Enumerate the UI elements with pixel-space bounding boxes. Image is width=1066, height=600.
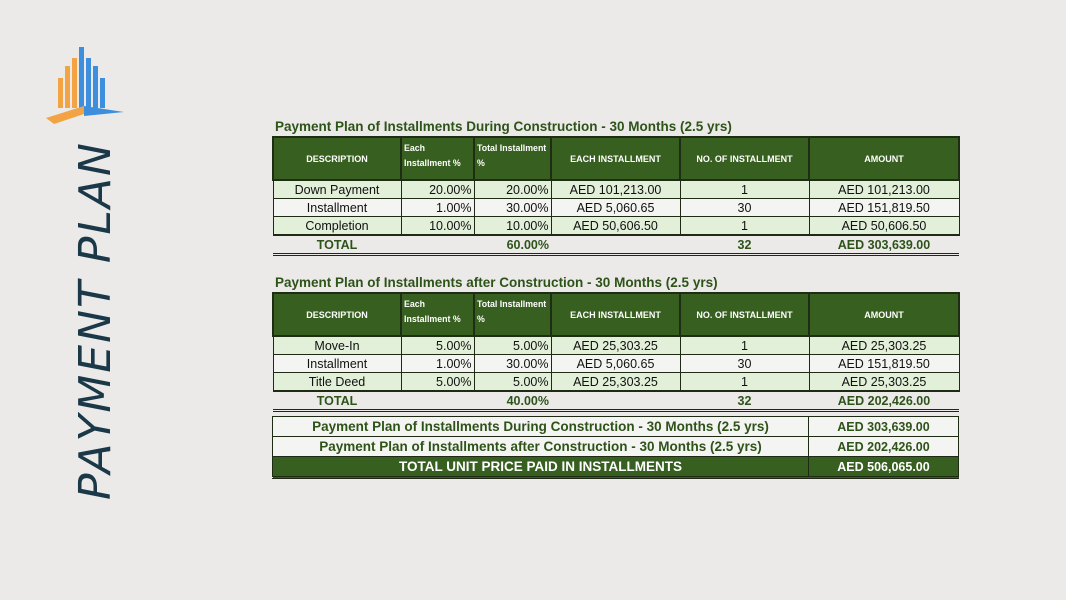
col-amount: AMOUNT [809, 137, 959, 180]
row-each-pct: 1.00% [401, 199, 474, 217]
construction-plan-table [272, 136, 960, 256]
summary-amount: AED 303,639.00 [809, 417, 959, 437]
summary-row [273, 417, 959, 437]
col-each-installment: EACH INSTALLMENT [551, 293, 680, 336]
total-num-installment: 32 [680, 235, 809, 255]
row-total-pct: 5.00% [474, 336, 551, 355]
total-row [273, 235, 959, 255]
row-description: Installment [273, 199, 401, 217]
row-total-pct: 30.00% [474, 355, 551, 373]
total-label: TOTAL [273, 391, 401, 411]
row-total-pct: 5.00% [474, 373, 551, 392]
company-logo [44, 44, 126, 130]
row-num-installment: 30 [680, 355, 809, 373]
table-row [273, 199, 959, 217]
row-amount: AED 151,819.50 [809, 199, 959, 217]
row-each-pct: 5.00% [401, 336, 474, 355]
logo-bar [72, 58, 77, 108]
grand-total-row [273, 457, 959, 478]
col-total-pct: Total Installment % [474, 293, 551, 336]
summary-label: Payment Plan of Installments During Construction - 30 Months (2.5 yrs) [273, 417, 809, 437]
row-num-installment: 1 [680, 217, 809, 236]
row-each-installment: AED 5,060.65 [551, 199, 680, 217]
summary-amount: AED 202,426.00 [809, 437, 959, 457]
row-each-installment: AED 50,606.50 [551, 217, 680, 236]
table-header-row [273, 137, 959, 180]
after-construction-plan-table [272, 292, 960, 412]
row-num-installment: 30 [680, 199, 809, 217]
logo-bar [79, 47, 84, 108]
row-num-installment: 1 [680, 180, 809, 199]
logo-bar [65, 66, 70, 108]
total-pct: 60.00% [474, 235, 551, 255]
row-amount: AED 25,303.25 [809, 336, 959, 355]
row-each-installment: AED 25,303.25 [551, 336, 680, 355]
col-description: DESCRIPTION [273, 293, 401, 336]
total-num-installment: 32 [680, 391, 809, 411]
row-amount: AED 50,606.50 [809, 217, 959, 236]
logo-bar [100, 78, 105, 108]
table-row [273, 180, 959, 199]
table-row [273, 336, 959, 355]
logo-bar [86, 58, 91, 108]
summary-table [272, 416, 959, 479]
row-total-pct: 20.00% [474, 180, 551, 199]
row-amount: AED 101,213.00 [809, 180, 959, 199]
grand-total-label: TOTAL UNIT PRICE PAID IN INSTALLMENTS [273, 457, 809, 478]
row-description: Completion [273, 217, 401, 236]
table-row [273, 217, 959, 236]
logo-bar [58, 78, 63, 108]
row-each-pct: 1.00% [401, 355, 474, 373]
col-each-installment: EACH INSTALLMENT [551, 137, 680, 180]
row-each-installment: AED 101,213.00 [551, 180, 680, 199]
total-label: TOTAL [273, 235, 401, 255]
row-each-pct: 20.00% [401, 180, 474, 199]
grand-total-amount: AED 506,065.00 [809, 457, 959, 478]
row-num-installment: 1 [680, 373, 809, 392]
row-description: Installment [273, 355, 401, 373]
row-each-installment: AED 5,060.65 [551, 355, 680, 373]
row-each-pct: 5.00% [401, 373, 474, 392]
row-each-installment: AED 25,303.25 [551, 373, 680, 392]
col-description: DESCRIPTION [273, 137, 401, 180]
total-row [273, 391, 959, 411]
table-header-row [273, 293, 959, 336]
page-title: PAYMENT PLAN [70, 141, 121, 500]
logo-base-left [46, 106, 84, 124]
table-2-title: Payment Plan of Installments after Construction - 30 Months (2.5 yrs) [275, 275, 718, 290]
col-total-pct: Total Installment % [474, 137, 551, 180]
total-pct: 40.00% [474, 391, 551, 411]
row-amount: AED 151,819.50 [809, 355, 959, 373]
row-amount: AED 25,303.25 [809, 373, 959, 392]
summary-label: Payment Plan of Installments after Construction - 30 Months (2.5 yrs) [273, 437, 809, 457]
logo-bar [93, 66, 98, 108]
col-num-installment: NO. OF INSTALLMENT [680, 293, 809, 336]
row-description: Move-In [273, 336, 401, 355]
table-1-title: Payment Plan of Installments During Construction - 30 Months (2.5 yrs) [275, 119, 732, 134]
row-description: Down Payment [273, 180, 401, 199]
total-amount: AED 303,639.00 [809, 235, 959, 255]
table-row [273, 373, 959, 392]
row-total-pct: 10.00% [474, 217, 551, 236]
row-num-installment: 1 [680, 336, 809, 355]
row-description: Title Deed [273, 373, 401, 392]
row-each-pct: 10.00% [401, 217, 474, 236]
summary-row [273, 437, 959, 457]
table-row [273, 355, 959, 373]
col-num-installment: NO. OF INSTALLMENT [680, 137, 809, 180]
col-each-pct: Each Installment % [401, 293, 474, 336]
col-each-pct: Each Installment % [401, 137, 474, 180]
row-total-pct: 30.00% [474, 199, 551, 217]
total-amount: AED 202,426.00 [809, 391, 959, 411]
col-amount: AMOUNT [809, 293, 959, 336]
